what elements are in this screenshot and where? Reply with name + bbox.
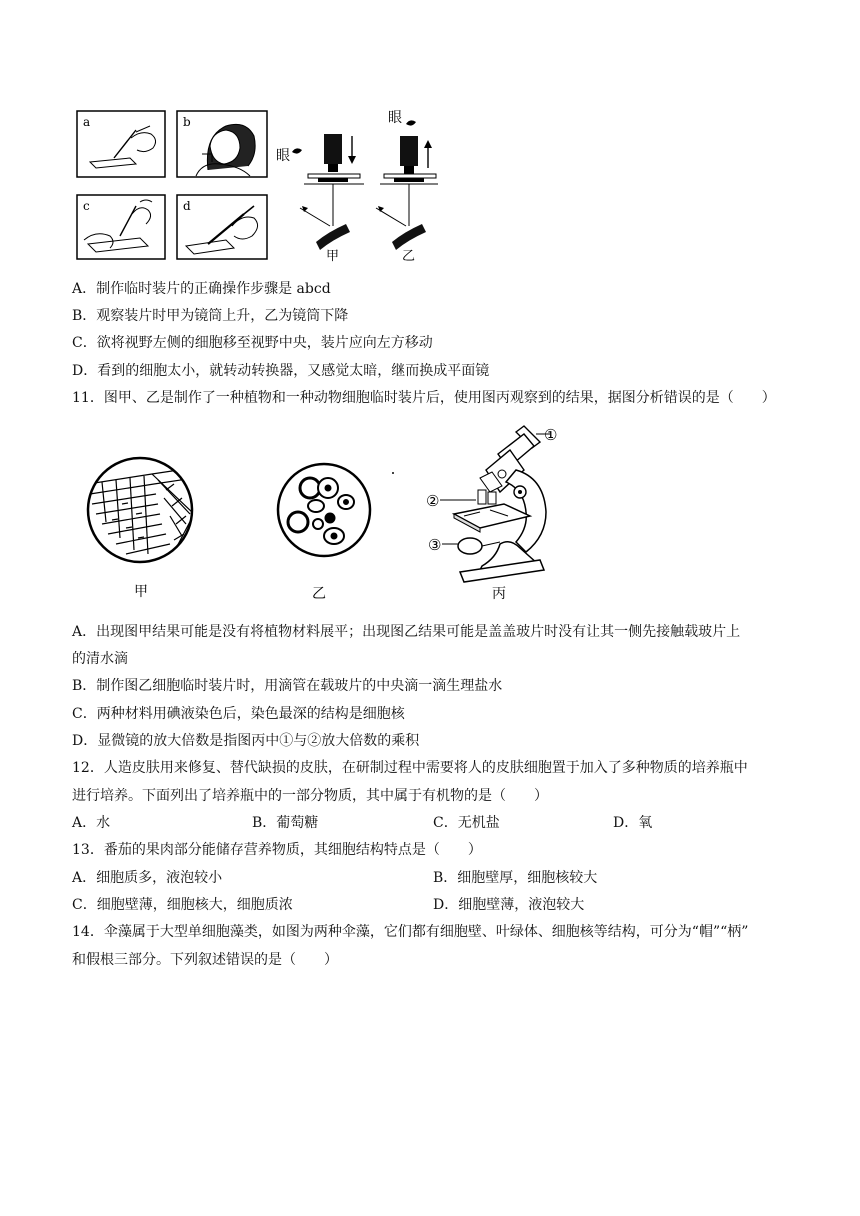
q12-stem-line1: 12．人造皮肤用来修复、替代缺损的皮肤，在研制过程中需要将人的皮肤细胞置于加入了多种物质的培养瓶中	[72, 760, 748, 776]
q11-option-a: A．出现图甲结果可能是没有将植物材料展平；出现图乙结果可能是盖盖玻片时没有让其一侧先接触载玻片上	[72, 624, 741, 640]
caption-jia: 甲	[326, 249, 340, 264]
label-n2-objective: ②	[426, 492, 440, 510]
q10-option-b: B．观察装片时甲为镜筒上升，乙为镜筒下降	[72, 308, 349, 324]
caption-fig-jia: 甲	[134, 584, 148, 600]
q12-option-a: A．水	[72, 815, 111, 831]
q12-option-d: D．氧	[613, 815, 653, 831]
caption-fig-bing: 丙	[492, 586, 506, 602]
q11-option-b: B．制作图乙细胞临时装片时，用滴管在载玻片的中央滴一滴生理盐水	[72, 678, 503, 694]
q14-stem-line1: 14．伞藻属于大型单细胞藻类，如图为两种伞藻，它们都有细胞壁、叶绿体、细胞核等结构，可分为“帽”“柄”	[72, 924, 749, 940]
plant-cell-view-figure	[82, 454, 202, 604]
q13-stem: 13．番茄的果肉部分能储存营养物质，其细胞结构特点是（ ）	[72, 842, 482, 858]
q10-option-c: C．欲将视野左侧的细胞移至视野中央，装片应向左方移动	[72, 335, 433, 351]
q11-option-d: D．显微镜的放大倍数是指图丙中①与②放大倍数的乘积	[72, 733, 420, 749]
q13-option-d: D．细胞壁薄，液泡较大	[433, 897, 585, 913]
q14-stem-line2: 和假根三部分。下列叙述错误的是（ ）	[72, 952, 338, 968]
animal-cell-view-figure	[272, 458, 376, 604]
q12-stem-line2: 进行培养。下面列出了培养瓶中的一部分物质，其中属于有机物的是（ ）	[72, 788, 548, 804]
q10-option-d: D．看到的细胞太小，就转动转换器，又感觉太暗，继而换成平面镜	[72, 363, 490, 379]
q13-option-b: B．细胞壁厚，细胞核较大	[433, 870, 598, 886]
q13-option-c: C．细胞壁薄，细胞核大，细胞质浓	[72, 897, 293, 913]
panel-a-label: a	[83, 115, 91, 129]
q12-option-c: C．无机盐	[433, 815, 500, 831]
q11-stem: 11．图甲、乙是制作了一种植物和一种动物细胞临时装片后，使用图丙观察到的结果，据图分析错误的是（ ）	[72, 390, 776, 406]
stray-dot	[392, 472, 394, 474]
label-n1-eyepiece: ①	[544, 426, 558, 444]
panel-c-label: c	[83, 199, 90, 213]
microscope-figure	[420, 420, 574, 604]
q12-option-b: B．葡萄糖	[252, 815, 319, 831]
q11-option-a-cont: 的清水滴	[72, 651, 128, 667]
q11-option-c: C．两种材料用碘液染色后，染色最深的结构是细胞核	[72, 706, 405, 722]
label-n3-mirror: ③	[428, 536, 442, 554]
q10-option-a: A．制作临时装片的正确操作步骤是 abcd	[72, 281, 331, 297]
eye-label-jia: 眼	[276, 148, 290, 164]
caption-yi: 乙	[402, 249, 416, 264]
q13-option-a: A．细胞质多，液泡较小	[72, 870, 223, 886]
focus-direction-figure	[274, 104, 440, 266]
slide-steps-figure	[76, 110, 270, 262]
panel-d-label: d	[183, 199, 191, 213]
panel-b-label: b	[183, 115, 191, 129]
eye-label-yi: 眼	[388, 110, 402, 126]
caption-fig-yi: 乙	[312, 586, 326, 602]
